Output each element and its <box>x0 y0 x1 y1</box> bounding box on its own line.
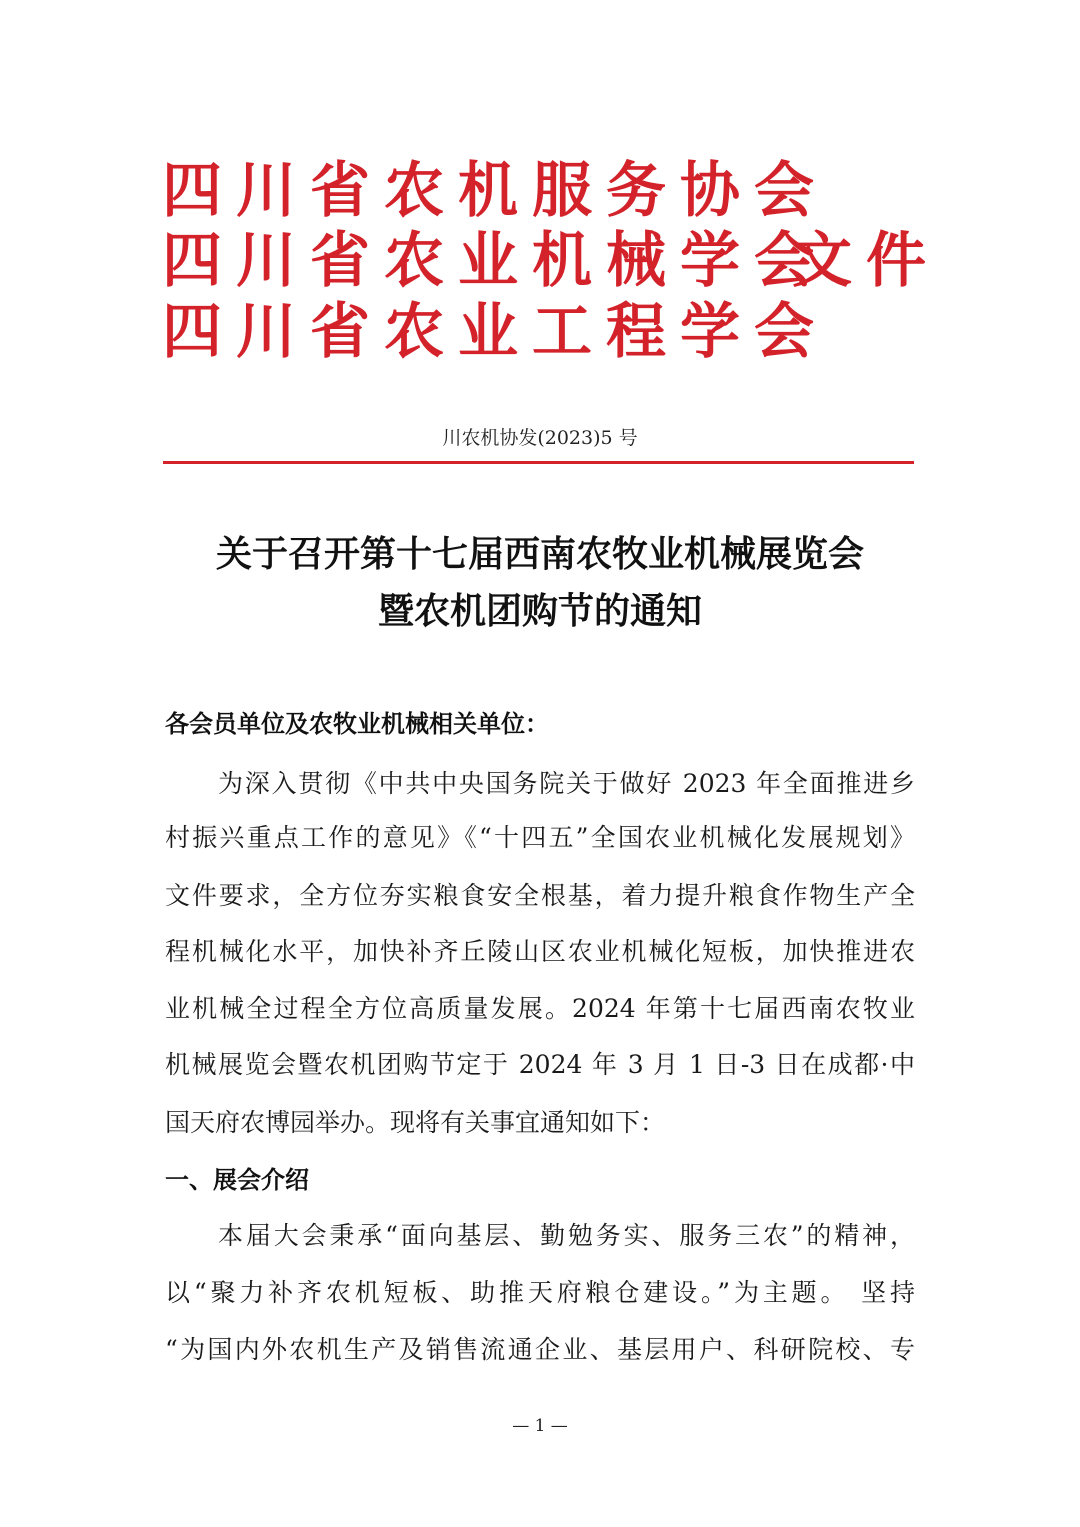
paragraph-1-line: 程机械化水平，加快补齐丘陵山区农业机械化短板，加快推进农 <box>165 937 915 966</box>
letterhead-org-3: 四川省农业工程学会 <box>162 297 828 367</box>
paragraph-1-line: 为深入贯彻《中共中央国务院关于做好 2023 年全面推进乡 <box>218 769 915 798</box>
letterhead-org-2: 四川省农业机械学会 <box>162 226 828 296</box>
letterhead-suffix: 文件 <box>792 226 940 296</box>
addressee: 各会员单位及农牧业机械相关单位： <box>165 710 549 738</box>
paragraph-1-line: 村振兴重点工作的意见》《“十四五”全国农业机械化发展规划》 <box>165 823 915 852</box>
letterhead-org-1: 四川省农机服务协会 <box>162 156 828 226</box>
page-number: — 1 — <box>512 1416 568 1436</box>
paragraph-1-line: 机械展览会暨农机团购节定于 2024 年 3 月 1 日-3 日在成都·中 <box>165 1050 915 1079</box>
paragraph-1-line: 国天府农博园举办。现将有关事宜通知如下： <box>165 1108 666 1137</box>
section-1-line: 本届大会秉承“面向基层、勤勉务实、服务三农”的精神， <box>218 1221 915 1250</box>
section-1-line: 以“聚力补齐农机短板、助推天府粮仓建设。”为主题。 坚持 <box>165 1278 915 1307</box>
document-title-line-2: 暨农机团购节的通知 <box>377 591 702 632</box>
section-heading: 一、展会介绍 <box>165 1166 309 1194</box>
paragraph-1-line: 文件要求，全方位夯实粮食安全根基，着力提升粮食作物生产全 <box>165 881 915 910</box>
document-title-line-1: 关于召开第十七届西南农牧业机械展览会 <box>215 534 864 575</box>
paragraph-1-line: 业机械全过程全方位高质量发展。2024 年第十七届西南农牧业 <box>165 994 915 1023</box>
document-number: 川农机协发(2023)5 号 <box>442 427 638 449</box>
red-divider-line <box>163 461 914 464</box>
section-1-line: “为国内外农机生产及销售流通企业、基层用户、科研院校、专 <box>165 1335 915 1364</box>
